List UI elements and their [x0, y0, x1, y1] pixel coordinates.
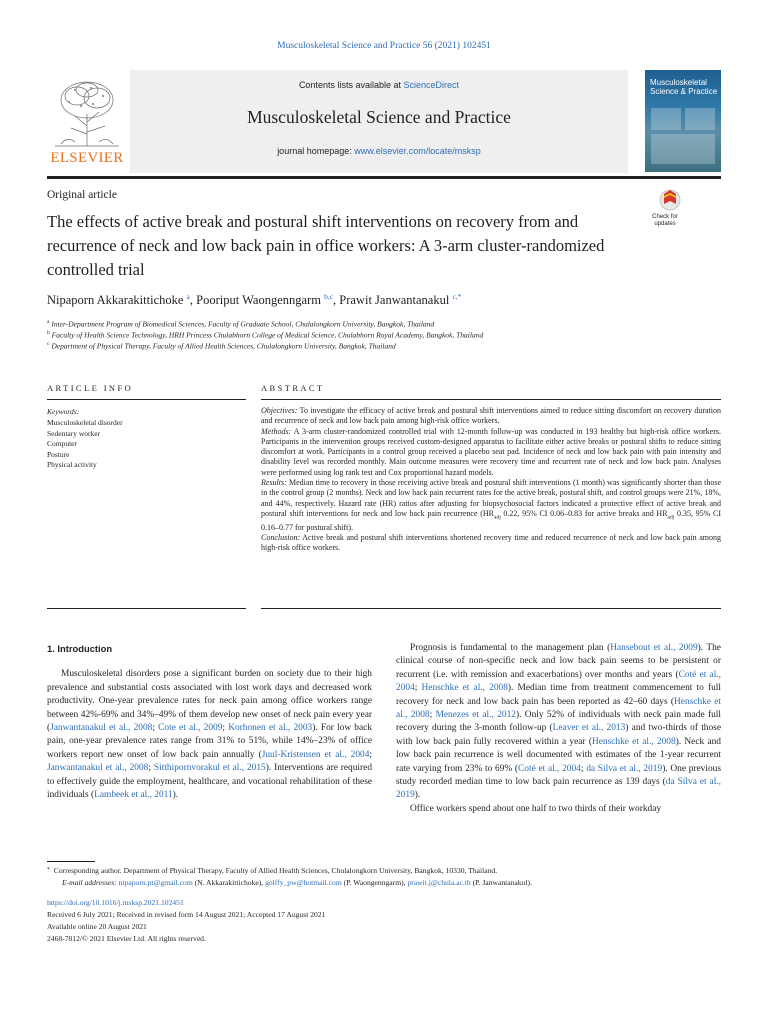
sciencedirect-link[interactable]: ScienceDirect [403, 80, 460, 90]
paragraph-text: ; [429, 710, 436, 721]
citation-link[interactable]: Coté et al., 2004 [396, 669, 721, 694]
citation-link[interactable]: Cote et al., 2009 [158, 723, 223, 734]
keyword: Physical activity [47, 460, 97, 469]
journal-title: Musculoskeletal Science and Practice [247, 107, 511, 127]
citation-link[interactable]: Hansebout et al., 2009 [610, 643, 698, 653]
author-name: Prawit Janwantanakul [339, 293, 450, 308]
keyword: Computer [47, 439, 77, 448]
email-addresses: E-mail addresses: nipaporn.pt@gmail.com (N. Akkarakittichoke), golffy_pw@hotmail.com (P. Waongenngarm), prawit.j@chula.ac.th (P. Janwantanakul). [62, 878, 532, 887]
homepage-prefix: journal homepage: [277, 146, 352, 156]
corresponding-author-note: * Corresponding author. Department of Physical Therapy, Faculty of Allied Health Sciences, Chulalongkorn University, Bangkok, 10330, Thailand. [47, 866, 498, 875]
paragraph-text: Prognosis is fundamental to the management plan ( [410, 643, 611, 653]
keyword: Posture [47, 449, 70, 459]
received-dates: Received 6 July 2021; Received in revised form 14 August 2021; Accepted 17 August 2021 [47, 910, 326, 919]
abstract-objectives: Objectives: To investigate the efficacy of active break and postural shift interventions aimed to reduce sitting discomfort on recovery duration and recurrence of neck and low back pain among high-risk office workers. [261, 406, 721, 426]
paragraph-text: ). For low back pain, one-year prevalence rates range from 31% to 51%, while 14%–23% of office workers report new onset of low back pain annually ( [47, 723, 373, 760]
affiliation: $^a$ Inter-Department Program of Biomedical Sciences, Faculty of Graduate School, Chulalongkorn University, Bangkok, Thailand [47, 319, 435, 329]
journal-reference[interactable]: Musculoskeletal Science and Practice 56 (2021) 102451 [277, 41, 491, 51]
author-affiliation-link[interactable]: a [186, 292, 190, 301]
citation-link[interactable]: Lambeek et al., 2011 [94, 790, 173, 801]
abstract-methods: Methods: A 3-arm cluster-randomized controlled trial with 12-month follow-up was conducted in 193 healthy but high-risk office workers. Participants in the intervention groups received custom-designed apparatus to facilitate either active breaks or postural shifts to reduce sitting discomfort at work. Participants in a control group received a placebo seat pad. Incidence of neck and low back pain with pain intensity and disability level was recorded monthly. Main outcome measures were recovery time and recurrent rate of neck and low back pain. Analyses were performed using log rank test and Cox proportional hazard models. [261, 426, 722, 477]
copyright-line: 2468-7812/© 2021 Elsevier Ltd. All rights reserved. [47, 934, 206, 943]
paragraph-text: ; [414, 683, 422, 694]
abstract-body [261, 406, 721, 554]
journal-homepage-link[interactable]: www.elsevier.com/locate/msksp [354, 146, 481, 156]
citation-link[interactable]: Sitthipornvorakul et al., 2015 [153, 763, 266, 774]
email-link[interactable]: prawit.j@chula.ac.th [407, 878, 471, 887]
body-column-right [396, 642, 721, 816]
abstract-conclusion: Conclusion: Active break and postural shift interventions shortened recovery time and reduced recurrence of neck and low back pain among high-risk office workers. [261, 533, 721, 553]
homepage-line [130, 146, 628, 156]
body-column-left [47, 642, 372, 802]
journal-cover-thumbnail[interactable] [645, 70, 721, 172]
author-list: Nipaporn Akkarakittichoke $^a$, Pooriput Waongenngarm $^{b,c}$, Prawit Janwantanakul $^{c,*}$ [47, 292, 462, 308]
contents-prefix: Contents lists available at [298, 80, 401, 90]
email-link[interactable]: nipaporn.pt@gmail.com [118, 878, 193, 887]
keywords-list [47, 418, 123, 471]
citation-link[interactable]: Leaver et al., 2013 [552, 723, 626, 734]
paragraph-text: ). One previous study recorded median time to low back pain recurrence as 139 days ( [396, 763, 721, 788]
header-rule [47, 176, 721, 179]
paragraph-text: ). Neck and low back pain recurrence is well documented with estimates of the 1-year recurrent rate varying from 23% to 69% ( [396, 736, 721, 774]
paragraph-text: ). The clinical course of non-specific neck and low back pain seems to be persistent or recurrent (i.e. with remission and exacerbations) over months and years ( [396, 643, 721, 680]
article-title: The effects of active break and postural shift interventions on recovery from and recurrence of neck and low back pain in office workers: A 3-arm cluster-randomized controlled trial [47, 212, 605, 279]
paragraph-text: ; [152, 723, 159, 734]
cover-title: Musculoskeletal Science & Practice [650, 78, 718, 96]
citation-link[interactable]: Juul-Kristensen et al., 2004 [261, 749, 370, 760]
elsevier-wordmark: ELSEVIER [50, 150, 124, 166]
footnote-rule [47, 861, 95, 862]
paragraph-text: ; [580, 763, 587, 774]
divider [47, 608, 246, 609]
author-name: Nipaporn Akkarakittichoke [47, 293, 184, 308]
abstract-results: Results: Median time to recovery in those receiving active break and postural shift interventions (1 month) was significantly shorter than those in the control group (2 months). Neck and low back pain recurrent rates for the active break, postural shift, and control groups were 21%, 18%, and 44%, respectively. Hazard rate (HR) ratios after adjusting for biopsychosocial factors indicated a protective effect of active break and postural shift interventions for neck and low back pain recurrence ($HR_{adj}$ 0.22, 95% CI 0.06–0.83 for active breaks and $HR_{adj}$ 0.35, 95% CI 0.16–0.77 for postural shift). [261, 478, 722, 532]
paragraph-text: ). Interventions are required to effectively guide the employment, healthcare, and vocational rehabilitation of these individuals ( [47, 763, 373, 801]
citation-link[interactable]: da Silva et al., 2019 [586, 763, 663, 774]
paragraph-text: ). [172, 790, 179, 801]
affiliation: $^c$ Department of Physical Therapy, Faculty of Allied Health Sciences, Chulalongkorn University, Bangkok, Thailand [47, 341, 396, 351]
check-for-updates-label[interactable]: Check for updates [652, 214, 678, 227]
keyword: Sedentary worker [47, 428, 101, 438]
paragraph-text: ; [222, 723, 229, 734]
keywords-label: Keywords: [47, 407, 80, 416]
paragraph-text: ) and two-thirds of those with low back pain fully recovered within a year ( [396, 723, 721, 747]
author-affiliation-link[interactable]: b,c [324, 292, 334, 301]
divider [47, 399, 246, 400]
email-link[interactable]: golffy_pw@hotmail.com [265, 878, 342, 887]
paragraph-text: ; [148, 763, 154, 774]
author-affiliation-link[interactable]: c,* [452, 292, 462, 301]
citation-link[interactable]: da Silva et al., 2019 [396, 777, 721, 801]
available-online: Available online 20 August 2021 [47, 922, 147, 931]
paragraph-text: ; [369, 749, 372, 760]
citation-link[interactable]: Coté et al., 2004 [518, 763, 581, 774]
keyword: Musculoskeletal disorder [47, 418, 123, 427]
citation-link[interactable]: Menezes et al., 2012 [435, 710, 516, 721]
body-paragraph [396, 642, 721, 803]
citation-link[interactable]: Henschke et al., 2008 [396, 696, 721, 721]
abstract-heading: ABSTRACT [261, 383, 325, 393]
paragraph-text: ). [414, 790, 421, 801]
citation-link[interactable]: Janwantanakul et al., 2008 [50, 723, 153, 734]
citation-link[interactable]: Henschke et al., 2008 [591, 736, 676, 747]
divider [261, 399, 721, 400]
body-paragraph: Office workers spend about one half to two thirds of their workday [410, 803, 662, 814]
citation-link[interactable]: Janwantanakul et al., 2008 [47, 763, 149, 774]
introduction-heading: 1. Introduction [47, 643, 113, 654]
author-name: Pooriput Waongenngarm [196, 293, 321, 308]
citation-link[interactable]: Henschke et al., 2008 [421, 683, 508, 694]
body-paragraph [47, 668, 372, 802]
contents-line [130, 80, 628, 90]
paragraph-text: ). Only 52% of individuals with neck pain made full recovery during the 3-month follow-up ( [396, 710, 721, 734]
doi-link[interactable]: https://doi.org/10.1016/j.msksp.2021.102451 [47, 898, 184, 907]
citation-link[interactable]: Korhonen et al., 2003 [228, 723, 313, 734]
article-info-heading: ARTICLE INFO [47, 383, 134, 393]
affiliation: $^b$ Faculty of Health Science Technology, HRH Princess Chulabhorn College of Medical Science, Chulabhorn Royal Academy, Bangkok, Thailand [47, 330, 484, 340]
paragraph-text: ). Median time from treatment commencement to full recovery for neck and low back pain has been reported as 42–60 days ( [396, 683, 721, 707]
divider [261, 608, 721, 609]
paragraph-text: Musculoskeletal disorders pose a significant burden on society due to their high prevalence and substantial costs associated with lost work days and decreased work productivity. One-year prevalence rates for neck pain among office workers range between 42%-69% and 34%–49% of them develop new onset of neck pain every year ( [47, 669, 372, 734]
article-type: Original article [47, 189, 117, 201]
